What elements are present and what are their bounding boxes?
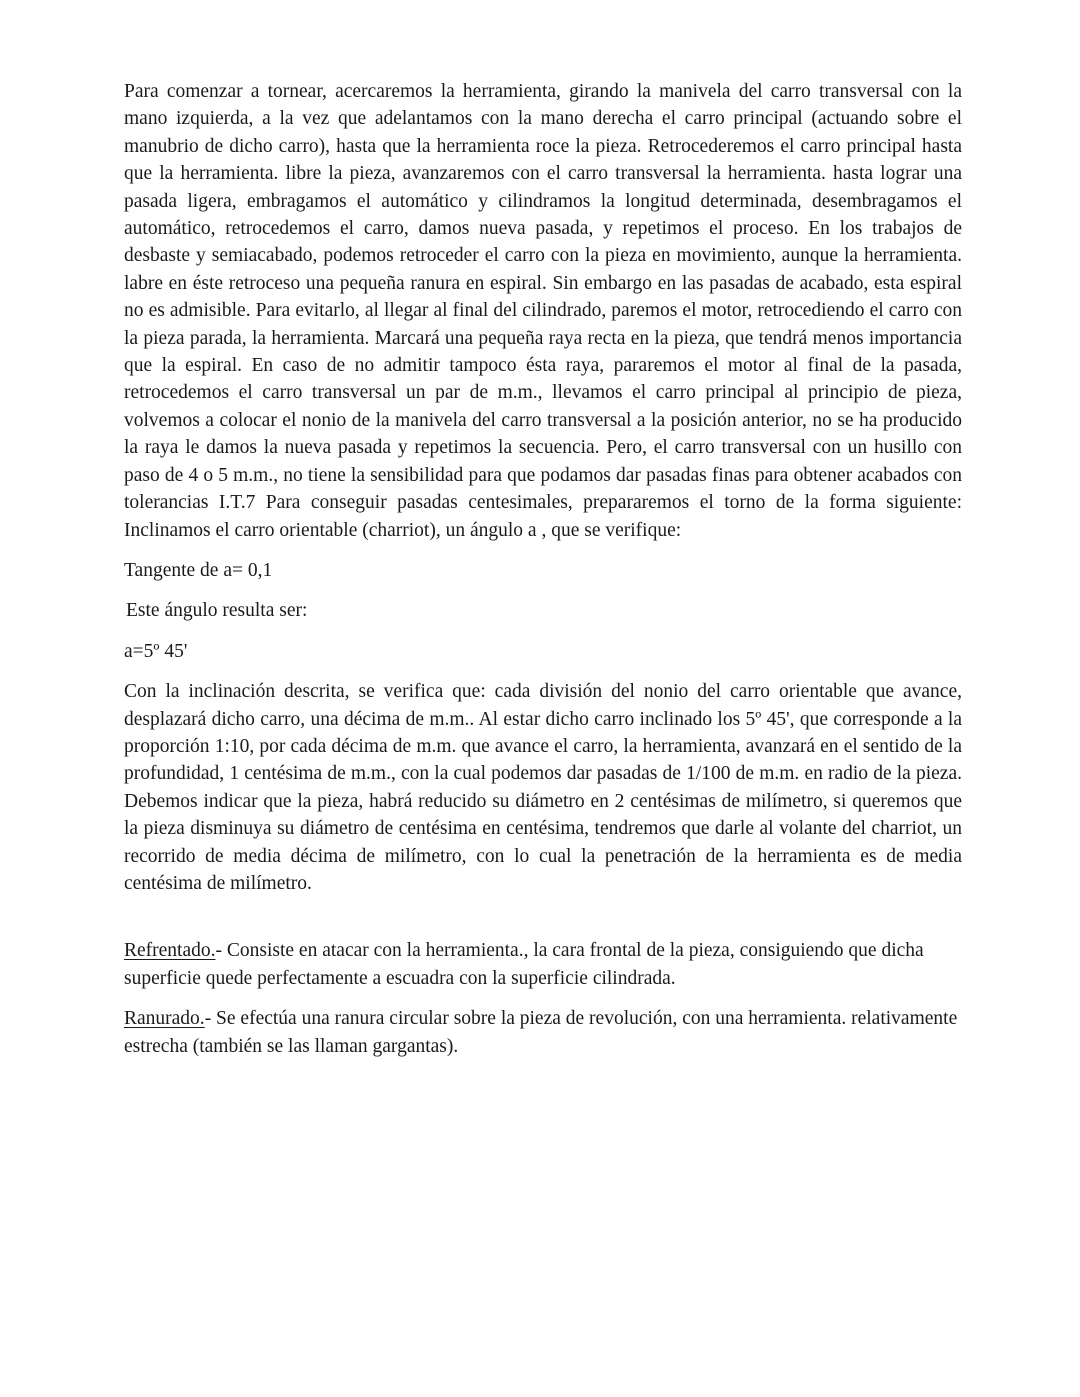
document-page — [124, 78, 962, 1060]
refrentado-text: - Consiste en atacar con la herramienta., la cara frontal de la pieza, consiguiendo que dicha superficie quede perfectamente a escuadra con la superficie cilindrada. — [124, 940, 924, 989]
intro-paragraph: Para comenzar a tornear, acercaremos la herramienta, girando la manivela del carro transversal con la mano izquierda, a la vez que adelantamos con la mano derecha el carro principal (actuando sobre el manubrio de dicho carro), hasta que la herramienta roce la pieza. Retrocederemos el carro principal hasta que la herramienta. libre la pieza, avanzaremos con el carro transversal la herramienta. hasta lograr una pasada ligera, embragamos el automático y cilindramos la longitud determinada, desembragamos el automático, retrocedemos el carro, damos nueva pasada, y repetimos el proceso. En los trabajos de desbaste y semiacabado, podemos retroceder el carro con la pieza en movimiento, aunque la herramienta. labre en éste retroceso una pequeña ranura en espiral. Sin embargo en las pasadas de acabado, esta espiral no es admisible. Para evitarlo, al llegar al final del cilindrado, paremos el motor, retrocediendo el carro con la pieza parada, la herramienta. Marcará una pequeña raya recta en la pieza, que tendrá menos importancia que la espiral. En caso de no admitir tampoco ésta raya, pararemos el motor al final de la pasada, retrocedemos el carro transversal un par de m.m., llevamos el carro principal al principio de pieza, volvemos a colocar el nonio de la manivela del carro transversal a la posición anterior, no se ha producido la raya le damos la nueva pasada y repetimos la secuencia. Pero, el carro transversal con un husillo con paso de 4 o 5 m.m., no tiene la sensibilidad para que podamos dar pasadas finas para obtener acabados con tolerancias I.T.7 Para conseguir pasadas centesimales, prepararemos el torno de la forma siguiente: Inclinamos el carro orientable (charriot), un ángulo a , que se verifique: — [124, 81, 962, 541]
ranurado-section — [124, 1005, 962, 1060]
explanation-paragraph: Con la inclinación descrita, se verifica que: cada división del nonio del carro orientable que avance, desplazará dicho carro, una décima de m.m.. Al estar dicho carro inclinado los 5º 45', que corresponde a la proporción 1:10, por cada décima de m.m. que avance el carro, la herramienta, avanzará en el sentido de la profundidad, 1 centésima de m.m., con la cual podemos dar pasadas de 1/100 de m.m. en radio de la pieza. Debemos indicar que la pieza, habrá reducido su diámetro en 2 centésimas de milímetro, si queremos que la pieza disminuya su diámetro de centésima en centésima, tendremos que darle al volante del charriot, un recorrido de media décima de milímetro, con lo cual la penetración de la herramienta es de media centésima de milímetro. — [124, 681, 962, 894]
angle-label: Este ángulo resulta ser: — [126, 600, 308, 622]
ranurado-text: - Se efectúa una ranura circular sobre la pieza de revolución, con una herramienta. relativamente estrecha (también se las llaman gargantas). — [124, 1008, 958, 1057]
tangent-formula: Tangente de a= 0,1 — [124, 559, 273, 581]
angle-value: a=5º 45' — [124, 640, 188, 662]
refrentado-section — [124, 937, 962, 992]
ranurado-term: Ranurado. — [124, 1008, 205, 1030]
refrentado-term: Refrentado. — [124, 940, 216, 962]
